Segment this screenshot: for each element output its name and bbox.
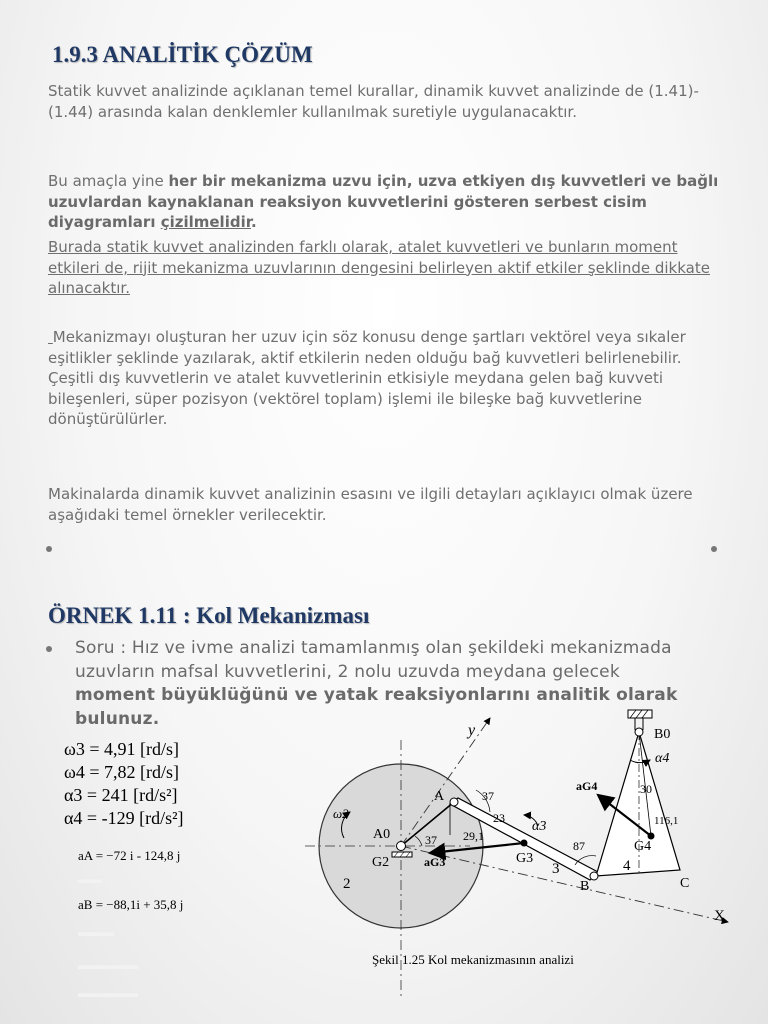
alpha4-value: α4 = -129 [rd/s²] <box>64 808 184 828</box>
label-a0: A0 <box>373 827 391 842</box>
paragraph-5: Makinalarda dinamik kuvvet analizinin esasını ve ilgili detayları açıklayıcı olmak üzere aşağıdaki temel örnekler verilecektir. <box>48 485 693 524</box>
label-link2: 2 <box>343 876 351 892</box>
b0-ground <box>628 710 652 718</box>
a-joint <box>450 798 458 806</box>
label-g4: G4 <box>634 839 652 854</box>
label-angle-37-bottom: 37 <box>425 833 437 847</box>
acceleration-b: aB = −88,1i + 35,8 j <box>78 897 184 912</box>
label-alpha4: α4 <box>655 751 670 766</box>
label-x: X <box>714 908 725 924</box>
label-alpha3: α3 <box>532 819 547 834</box>
faded-row-3: ▬▬▬▬▬ <box>78 958 138 972</box>
label-angle-37-top: 37 <box>482 789 494 803</box>
figure-caption: Şekil 1.25 Kol mekanizmasının analizi <box>372 952 574 967</box>
label-angle-1161: 116,1 <box>654 815 679 827</box>
label-c: C <box>680 876 690 891</box>
paragraph-1: Statik kuvvet analizinde açıklanan temel kurallar, dinamik kuvvet analizinde de (1.41)-(1.44) arasında kalan denklemler kullanılmak suretiyle uygulanacaktır. <box>48 82 699 121</box>
label-angle-23: 23 <box>493 811 505 825</box>
label-y: y <box>468 722 476 739</box>
label-angle-87: 87 <box>573 839 585 853</box>
example-title: ÖRNEK 1.11 : Kol Mekanizması <box>48 603 370 628</box>
section-title: 1.9.3 ANALİTİK ÇÖZÜM <box>52 42 313 67</box>
paragraph-4-text: Mekanizmayı oluşturan her uzuv için söz konusu denge şartları vektörel veya sıkaler eşitlikler şeklinde yazılarak, aktif etkilerin neden olduğu bağ kuvvetleri belirlenebilir. Çeşitli dış kuvvetlerin ve atalet kuvvetlerinin etkisiyle meydana gelen bağ kuvveti bileşenleri, süper pozisyon (vektörel toplam) işlemi ile bileşke bağ kuvvetlerine dönüştürülürler. <box>48 328 686 428</box>
a0-joint <box>397 842 406 851</box>
paragraph-3: Burada statik kuvvet analizinden farklı olarak, atalet kuvvetleri ve bunların moment etkileri de, rijit mekanizma uzuvlarının dengesini belirleyen aktif etkiler şeklinde dikkate alınacaktır. <box>48 238 710 297</box>
alpha3-value: α3 = 241 [rd/s²] <box>64 785 178 805</box>
paragraph-2-end: . <box>250 213 257 231</box>
faded-row-1: ▬▬ <box>78 872 102 886</box>
label-omega2: ω2 <box>333 806 349 821</box>
omega4-value: ω4 = 7,82 [rd/s] <box>64 762 179 782</box>
label-ag3: aG3 <box>424 855 446 869</box>
label-angle-30: 30 <box>640 782 652 796</box>
label-link3: 3 <box>552 861 560 877</box>
paragraph-2-prefix: Bu amaçla yine <box>48 172 169 190</box>
label-ag4: aG4 <box>576 779 598 793</box>
b-joint <box>590 872 598 880</box>
label-g2: G2 <box>372 855 390 870</box>
label-angle-291: 29,1 <box>463 829 484 843</box>
acceleration-a: aA = −72 i - 124,8 j <box>78 848 181 863</box>
label-b0: B0 <box>654 727 671 742</box>
paragraph-2-underlined: çizilmelidir <box>160 213 251 231</box>
label-a: A <box>434 789 445 804</box>
b0-joint <box>635 728 643 736</box>
faded-row-2: ▬▬▬ <box>78 925 114 939</box>
label-g3: G3 <box>516 851 534 866</box>
question-bold: moment büyüklüğünü ve yatak reaksiyonlarını analitik olarak bulunuz. <box>75 685 678 729</box>
label-b: B <box>580 879 590 894</box>
label-link4: 4 <box>623 858 631 874</box>
omega3-value: ω3 = 4,91 [rd/s] <box>64 739 179 759</box>
paragraph-2-bold: her bir mekanizma uzvu için, uzva etkiyen dış kuvvetleri ve bağlı uzuvlardan kaynaklanan reaksiyon kuvvetlerini gösteren serbest cisim diyagramları <box>48 172 719 231</box>
question-prefix: Soru : Hız ve ivme analizi tamamlanmış olan şekildeki mekanizmada uzuvların mafsal kuvvetlerini, 2 nolu uzuvda meydana gelecek <box>75 638 672 682</box>
faded-row-4: ▬▬▬▬▬ <box>78 986 138 1000</box>
